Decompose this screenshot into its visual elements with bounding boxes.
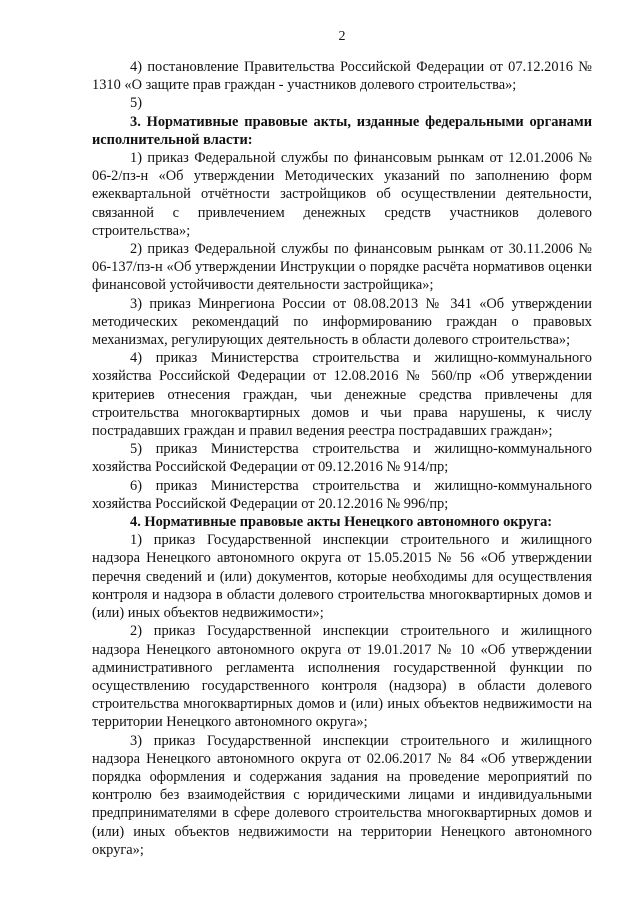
paragraph-item-5-empty: 5) xyxy=(130,95,142,112)
paragraph-nao-2: 2) приказ Государственной инспекции строительного и жилищного надзора Ненецкого автономного округа от 19.01.2017 № 10 «Об утверждении административного регламента исполнения государственной функции по осуществлению государственного контроля (надзора) в области долевого строительства многоквартирных домов и (или) иных объектов недвижимости на территории Ненецкого автономного округа»; xyxy=(92,623,592,731)
paragraph-federal-4: 4) приказ Министерства строительства и жилищно-коммунального хозяйства Российской Федерации от 12.08.2016 № 560/пр «Об утверждении критериев отнесения граждан, чьи денежные средства привлечены для строительства многоквартирных домов и чьи права нарушены, к числу пострадавших граждан и правил ведения реестра пострадавших граждан»; xyxy=(92,350,592,440)
page-number: 2 xyxy=(338,29,346,44)
paragraph-federal-5: 5) приказ Министерства строительства и жилищно-коммунального хозяйства Российской Федерации от 09.12.2016 № 914/пр; xyxy=(92,441,592,476)
paragraph-federal-1: 1) приказ Федеральной службы по финансовым рынкам от 12.01.2006 № 06-2/пз-н «Об утверждении Методических указаний по заполнению форм ежеквартальной отчётности застройщиков об осуществлении деятельности, связанной с привлечением денежных средств участников долевого строительства»; xyxy=(92,150,592,239)
paragraph-nao-3: 3) приказ Государственной инспекции строительного и жилищного надзора Ненецкого автономного округа от 02.06.2017 № 84 «Об утверждении порядка оформления и содержания задания на проведение мероприятий по контролю без взаимодействия с юридическими лицами и индивидуальными предпринимателями в сфере долевого строительства многоквартирных домов и (или) иных объектов недвижимости на территории Ненецкого автономного округа»; xyxy=(92,732,592,858)
paragraph-federal-6: 6) приказ Министерства строительства и жилищно-коммунального хозяйства Российской Федерации от 20.12.2016 № 996/пр; xyxy=(92,477,592,512)
document-page xyxy=(92,28,592,859)
paragraph-federal-3: 3) приказ Минрегиона России от 08.08.2013 № 341 «Об утверждении методических рекомендаций по информированию граждан о правовых механизмах, регулирующих деятельность в области долевого строительства»; xyxy=(92,295,592,349)
paragraph-federal-2: 2) приказ Федеральной службы по финансовым рынкам от 30.11.2006 № 06-137/пз-н «Об утверждении Инструкции о порядке расчёта нормативов оценки финансовой устойчивости деятельности застройщика»; xyxy=(92,241,592,294)
section-heading-federal-acts: 3. Нормативные правовые акты, изданные федеральными органами исполнительной власти: xyxy=(92,113,592,148)
paragraph-nao-1: 1) приказ Государственной инспекции строительного и жилищного надзора Ненецкого автономного округа от 15.05.2015 № 56 «Об утверждении перечня сведений и (или) документов, которые необходимы для осуществления контроля и надзора в области долевого строительства многоквартирных домов и (или) иных объектов недвижимости»; xyxy=(92,532,592,622)
section-heading-nao-acts: 4. Нормативные правовые акты Ненецкого автономного округа: xyxy=(130,514,553,531)
paragraph-item-4-resolution: 4) постановление Правительства Российской Федерации от 07.12.2016 № 1310 «О защите прав граждан - участников долевого строительства»; xyxy=(92,59,592,94)
